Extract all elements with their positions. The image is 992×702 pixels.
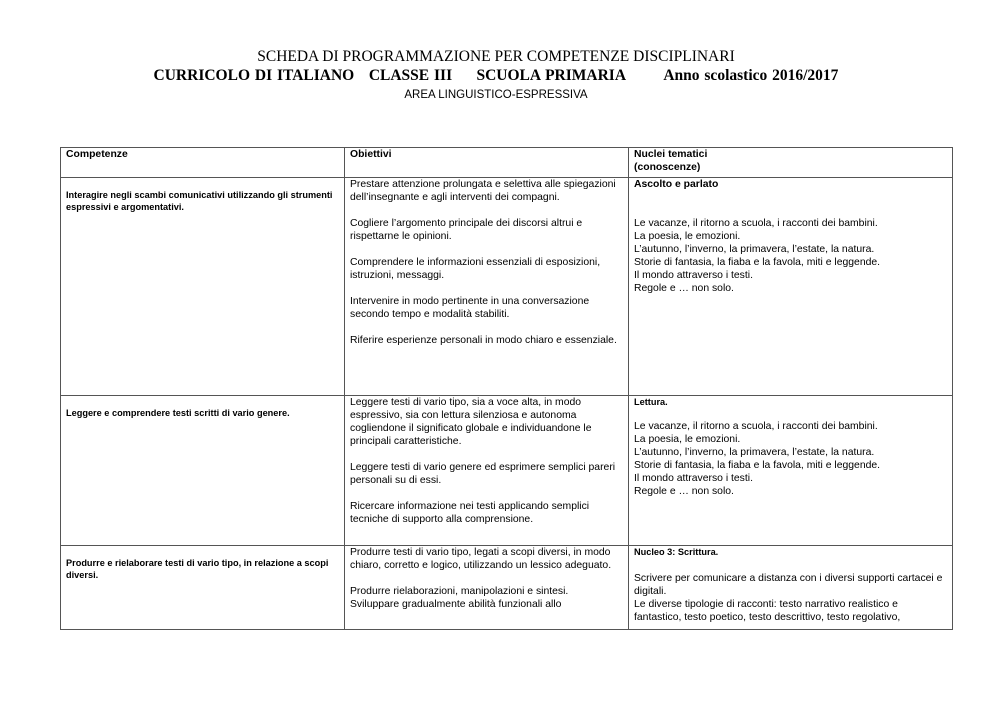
obiettivi-cell bbox=[345, 178, 629, 396]
nucleo-line: Storie di fantasia, la fiaba e la favola, miti e leggende. bbox=[634, 257, 881, 268]
obiettivo-text: Cogliere l’argomento principale dei discorsi altrui e rispettarne le opinioni. bbox=[350, 218, 583, 242]
obiettivo-text: Produrre testi di vario tipo, legati a scopi diversi, in modo chiaro, corretto e logico, utilizzando un lessico adeguato. bbox=[350, 547, 612, 571]
area-label: AREA LINGUISTICO-ESPRESSIVA bbox=[404, 89, 588, 101]
nucleo-title: Ascolto e parlato bbox=[634, 179, 719, 190]
table-row bbox=[61, 178, 953, 396]
header-competenze: Competenze bbox=[61, 148, 345, 178]
document-title: SCHEDA DI PROGRAMMAZIONE PER COMPETENZE DISCIPLINARI bbox=[257, 48, 735, 65]
competence-table bbox=[60, 147, 953, 630]
competenza-cell: Leggere e comprendere testi scritti di vario genere. bbox=[61, 396, 345, 546]
obiettivo-text: Leggere testi di vario genere ed esprimere semplici pareri personali su di essi. bbox=[350, 462, 616, 486]
header-obiettivi: Obiettivi bbox=[345, 148, 629, 178]
nucleo-line: Le vacanze, il ritorno a scuola, i racconti dei bambini. bbox=[634, 218, 878, 229]
competenza-cell: Interagire negli scambi comunicativi utilizzando gli strumenti espressivi e argomentativi. bbox=[61, 178, 345, 396]
nucleo-line: Regole e … non solo. bbox=[634, 283, 734, 294]
obiettivo-text: Comprendere le informazioni essenziali di esposizioni, istruzioni, messaggi. bbox=[350, 257, 601, 281]
nucleo-line: Il mondo attraverso i testi. bbox=[634, 473, 753, 484]
nucleo-line: L’autunno, l’inverno, la primavera, l’estate, la natura. bbox=[634, 244, 875, 255]
table-header-row bbox=[61, 148, 953, 178]
header-nuclei-line2: (conoscenze) bbox=[634, 162, 701, 173]
nucleo-line: Le diverse tipologie di racconti: testo narrativo realistico e fantastico, testo poetico, testo descrittivo, testo regolativo, bbox=[634, 599, 901, 623]
document-subtitle bbox=[0, 67, 992, 85]
table-row bbox=[61, 546, 953, 630]
nuclei-cell bbox=[629, 546, 953, 630]
nucleo-title: Lettura. bbox=[634, 397, 668, 407]
obiettivo-text: Prestare attenzione prolungata e selettiva alle spiegazioni dell’insegnante e agli interventi dei compagni. bbox=[350, 179, 616, 203]
obiettivo-text: Intervenire in modo pertinente in una conversazione secondo tempo e modalità stabiliti. bbox=[350, 296, 590, 320]
nucleo-line: Regole e … non solo. bbox=[634, 486, 734, 497]
competenza-cell: Produrre e rielaborare testi di vario tipo, in relazione a scopi diversi. bbox=[61, 546, 345, 630]
nucleo-line: Scrivere per comunicare a distanza con i diversi supporti cartacei e digitali. bbox=[634, 573, 943, 597]
nucleo-line: La poesia, le emozioni. bbox=[634, 231, 741, 242]
nuclei-cell bbox=[629, 178, 953, 396]
obiettivo-text: Riferire esperienze personali in modo chiaro e essenziale. bbox=[350, 335, 617, 346]
nucleo-line: Il mondo attraverso i testi. bbox=[634, 270, 753, 281]
header-nuclei-line1: Nuclei tematici bbox=[634, 149, 708, 160]
nucleo-line: Le vacanze, il ritorno a scuola, i racconti dei bambini. bbox=[634, 421, 878, 432]
header-nuclei bbox=[629, 148, 953, 178]
nucleo-line: La poesia, le emozioni. bbox=[634, 434, 741, 445]
obiettivo-text: Ricercare informazione nei testi applicando semplici tecniche di supporto alla comprensione. bbox=[350, 501, 590, 525]
obiettivo-text: Produrre rielaborazioni, manipolazioni e sintesi. bbox=[350, 586, 569, 597]
nucleo-line: Storie di fantasia, la fiaba e la favola, miti e leggende. bbox=[634, 460, 881, 471]
obiettivi-cell bbox=[345, 546, 629, 630]
nuclei-cell bbox=[629, 396, 953, 546]
table-row bbox=[61, 396, 953, 546]
curriculum-label: CURRICOLO DI ITALIANO CLASSE III SCUOLA PRIMARIA bbox=[153, 67, 626, 84]
nucleo-line: L’autunno, l’inverno, la primavera, l’estate, la natura. bbox=[634, 447, 875, 458]
obiettivi-cell bbox=[345, 396, 629, 546]
obiettivo-text: Leggere testi di vario tipo, sia a voce alta, in modo espressivo, sia con lettura silenziosa e autonoma cogliendone il significato globale e individuandone le principali caratteristiche. bbox=[350, 397, 592, 447]
school-year: Anno scolastico 2016/2017 bbox=[663, 67, 839, 84]
obiettivo-text: Sviluppare gradualmente abilità funzionali allo bbox=[350, 599, 562, 610]
nucleo-title: Nucleo 3: Scrittura. bbox=[634, 547, 719, 557]
